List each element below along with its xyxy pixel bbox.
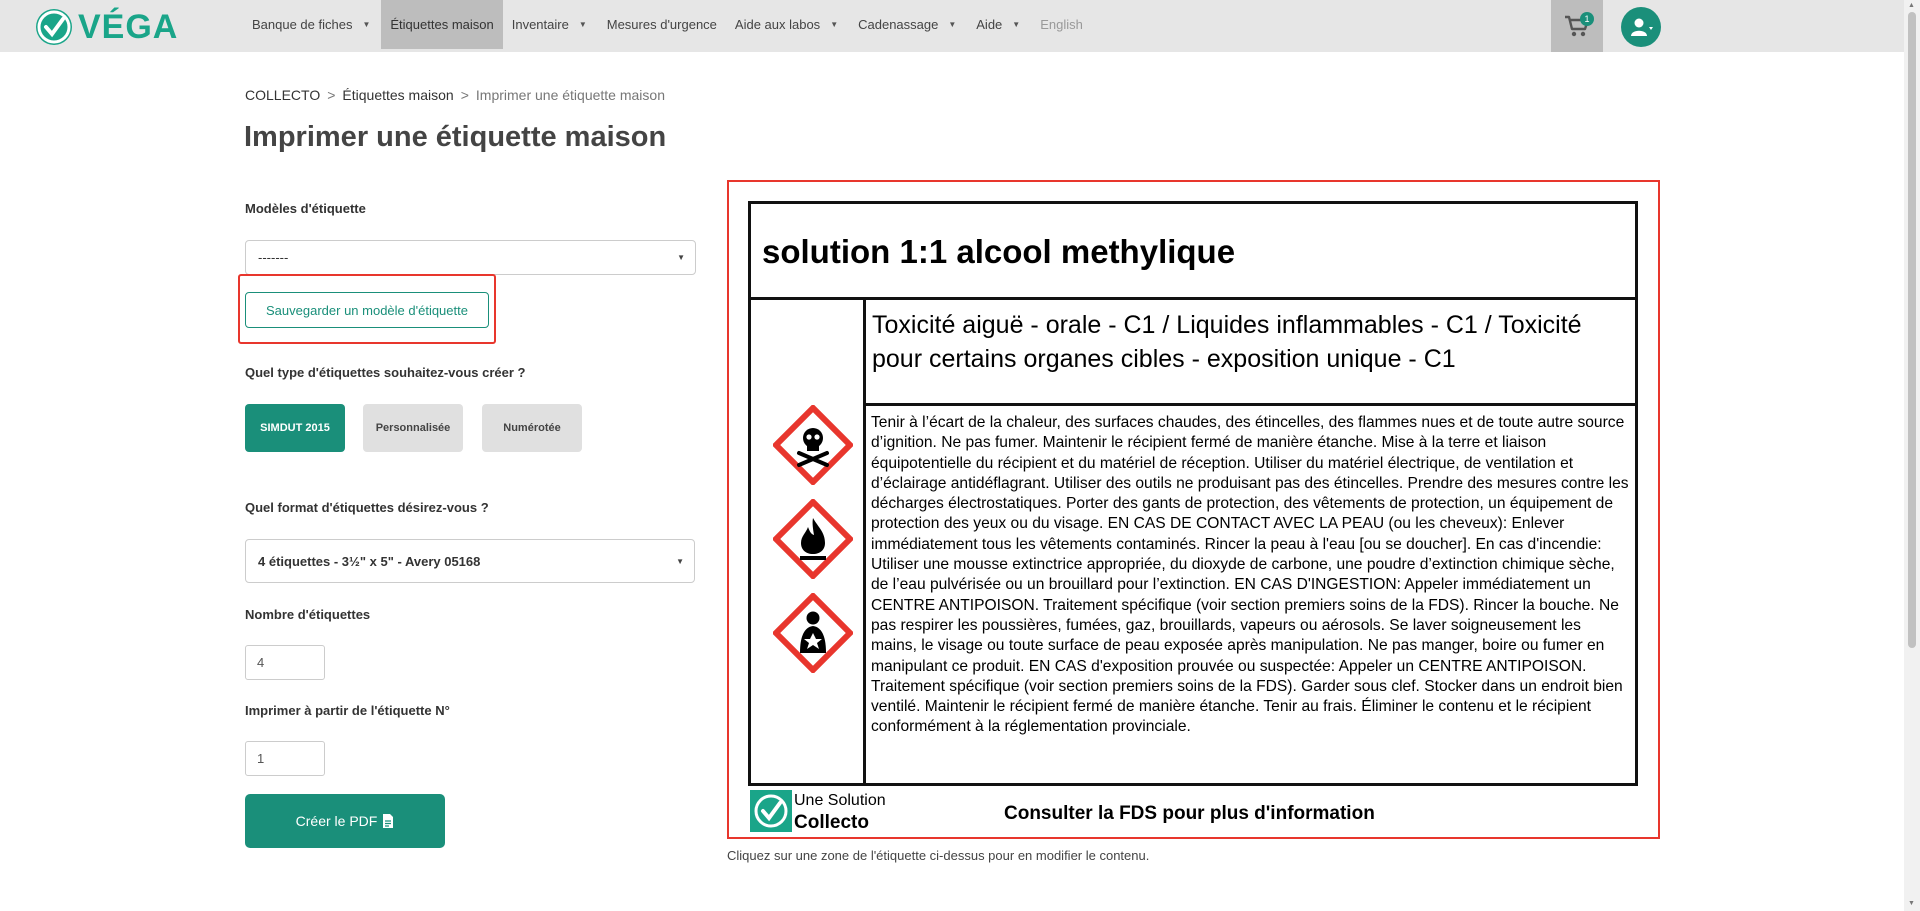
main-nav (243, 0, 1092, 49)
brand-name: VÉGA (78, 7, 179, 46)
template-select-value: ------- (258, 250, 289, 265)
pdf-file-icon (382, 814, 394, 828)
label-precautions[interactable]: Tenir à l’écart de la chaleur, des surfaces chaudes, des étincelles, des flammes nues et de toute autre source d’ignition. Ne pas fumer. Maintenir le récipient fermé de manière étanche. Mise à la terre et liaison équipotentielle du récipient et du matériel de réception. Utiliser du matériel électrique, de ventilation et d’éclairage antidéflagrant. Utiliser des outils ne produisant pas des étincelles. Prendre des mesures contre les décharges électrostatiques. Porter des gants de protection, des vêtements de protection, un équipement de protection des yeux ou du visage. EN CAS DE CONTACT AVEC LA PEAU (ou les cheveux): Enlever immédiatement tous les vêtements contaminés. Rincer la peau à l'eau [ou se doucher]. En cas d'incendie: Utiliser une mousse extinctrice appropriée, du dioxyde de carbone, une poudre d’extinction chimique sèche, de l’eau pulvérisée ou un brouillard pour l’extinction. EN CAS D'INGESTION: Appeler immédiatement un CENTRE ANTIPOISON. Traitement spécifique (voir section premiers soins de la FDS). Rincer la bouche. Ne pas respirer les poussières, fumées, gaz, brouillards, vapeurs ou aérosols. Se laver soigneusement les mains, le visage ou toute surface de peau exposée après manipulation. Ne pas manger, boire ou fumer en manipulant ce produit. EN CAS d'exposition prouvée ou suspectée: Appeler un CENTRE ANTIPOISON. Traitement spécifique (voir section premiers soins de la FDS). Garder sous clef. Stocker dans un endroit bien ventilé. Maintenir le récipient fermé de manière étanche. Tenir au frais. Éliminer le contenu et le récipient conformément à la réglementation provinciale. (871, 414, 1629, 736)
label-product-name[interactable]: solution 1:1 alcool methylique (751, 204, 1635, 300)
breadcrumb-section-link[interactable]: Étiquettes maison (342, 87, 454, 103)
nav-item-aide[interactable] (967, 0, 1031, 49)
nav-item-mesures-urgence[interactable] (598, 0, 726, 49)
nav-item-label: Banque de fiches (252, 17, 353, 32)
nav-item-cadenassage[interactable] (849, 0, 967, 49)
breadcrumb-root-link[interactable]: COLLECTO (245, 87, 321, 103)
caret-down-icon: ▼ (1012, 20, 1021, 29)
chevron-down-icon: ▼ (676, 556, 684, 566)
create-pdf-button[interactable] (245, 794, 445, 848)
count-label: Nombre d'étiquettes (245, 607, 371, 622)
type-option-personnalisee[interactable]: Personnalisée (363, 404, 463, 452)
template-select[interactable] (245, 240, 696, 275)
nav-item-label: Aide aux labos (734, 17, 821, 32)
footer-brand-line1: Une Solution (794, 792, 886, 809)
type-question: Quel type d'étiquettes souhaitez-vous créer ? (245, 365, 526, 380)
label-hazard-statement[interactable]: Toxicité aiguë - orale - C1 / Liquides inflammables - C1 / Toxicité pour certains organes cibles - exposition unique - C1 (866, 300, 1635, 406)
format-select[interactable] (245, 539, 695, 583)
scroll-up-icon[interactable]: ▲ (1908, 2, 1915, 9)
caret-down-icon: ▼ (362, 20, 371, 29)
type-option-numerotee[interactable]: Numérotée (482, 404, 582, 452)
format-select-value: 4 étiquettes - 3½" x 5" - Avery 05168 (258, 553, 481, 569)
label-footer (748, 788, 1638, 836)
cart-button[interactable] (1551, 0, 1603, 52)
nav-item-label: Étiquettes maison (390, 17, 494, 32)
nav-item-label: Inventaire (511, 17, 569, 32)
top-navbar (0, 0, 1904, 52)
edit-hint: Cliquez sur une zone de l'étiquette ci-dessus pour en modifier le contenu. (727, 848, 1150, 863)
breadcrumb-separator: > (460, 87, 469, 103)
chevron-down-icon: ▼ (677, 253, 685, 262)
create-pdf-label: Créer le PDF (295, 813, 378, 829)
save-template-button[interactable]: Sauvegarder un modèle d'étiquette (245, 292, 489, 328)
label-count-value: 4 (257, 655, 265, 670)
nav-item-aide-aux-labos[interactable] (726, 0, 849, 49)
flame-pictogram (773, 499, 853, 579)
nav-item-label: Aide (976, 17, 1003, 32)
page-scrollbar[interactable] (1904, 0, 1920, 911)
skull-crossbones-pictogram (773, 405, 853, 485)
nav-item-etiquettes-maison[interactable] (381, 0, 502, 49)
caret-down-icon: ▼ (578, 20, 587, 29)
start-position-value: 1 (257, 751, 265, 766)
breadcrumb (245, 87, 665, 103)
user-icon (1628, 17, 1654, 37)
label-preview (748, 201, 1638, 786)
page-title: Imprimer une étiquette maison (244, 121, 667, 153)
breadcrumb-current: Imprimer une étiquette maison (475, 87, 665, 103)
user-menu-button[interactable] (1621, 7, 1661, 47)
label-count-input[interactable] (245, 645, 325, 680)
checkmark-logo-icon (36, 9, 72, 45)
scroll-down-icon[interactable]: ▼ (1908, 900, 1915, 907)
start-position-input[interactable] (245, 741, 325, 776)
type-option-simdut[interactable]: SIMDUT 2015 (245, 404, 345, 452)
cart-count-badge: 1 (1580, 12, 1594, 26)
nav-item-label: Mesures d'urgence (606, 17, 717, 32)
nav-item-label: English (1040, 17, 1083, 32)
footer-fds-notice[interactable]: Consulter la FDS pour plus d'information (1004, 803, 1375, 824)
nav-item-banque-de-fiches[interactable] (243, 0, 381, 49)
vega-logo[interactable] (36, 8, 178, 46)
caret-down-icon: ▼ (948, 20, 957, 29)
health-hazard-pictogram (773, 593, 853, 673)
format-question: Quel format d'étiquettes désirez-vous ? (245, 500, 489, 515)
caret-down-icon: ▼ (830, 20, 839, 29)
scrollbar-thumb[interactable] (1908, 12, 1916, 648)
nav-item-english[interactable] (1031, 0, 1092, 49)
nav-item-label: Cadenassage (858, 17, 939, 32)
breadcrumb-separator: > (327, 87, 336, 103)
start-label: Imprimer à partir de l'étiquette N° (245, 703, 450, 718)
pictogram-column[interactable] (751, 300, 866, 783)
template-label: Modèles d'étiquette (245, 201, 366, 216)
footer-brand-line2: Collecto (794, 812, 869, 833)
nav-item-inventaire[interactable] (503, 0, 598, 49)
collecto-logo-icon (750, 790, 792, 832)
